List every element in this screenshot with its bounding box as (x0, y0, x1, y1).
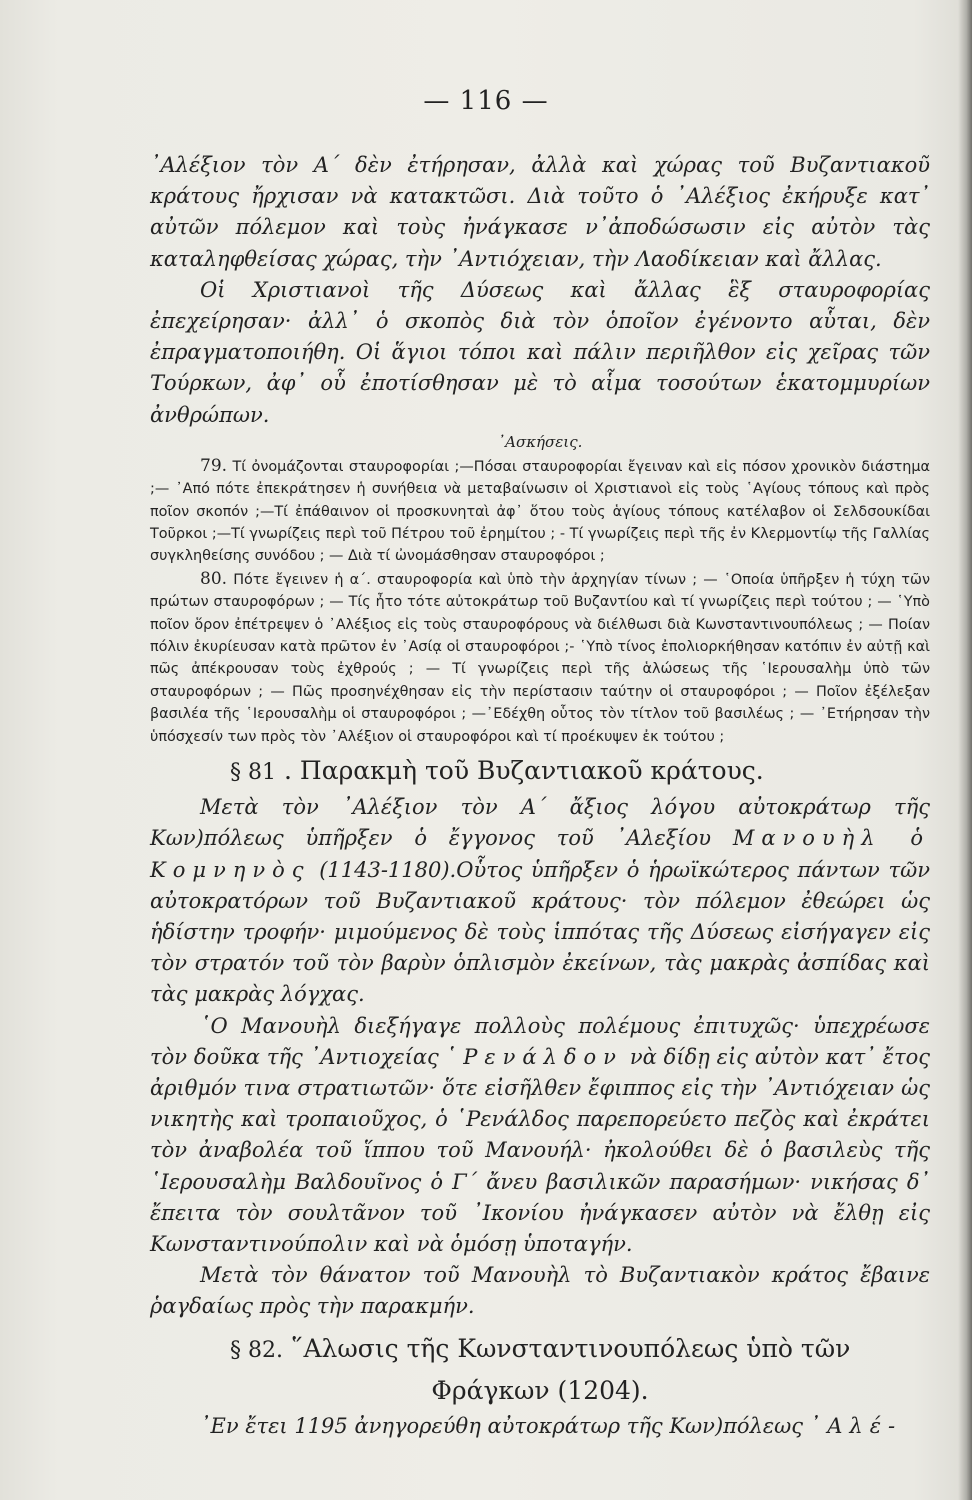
paragraph-crusades-outcome: Οἱ Χριστιανοὶ τῆς Δύσεως καὶ ἄλλας ἓξ σταυροφορίας ἐπεχείρησαν· ἀλλ᾽ ὁ σκοπὸς διὰ τὸν ὁποῖον ἐγένοντο αὗται, δὲν ἐπραγματοποιήθη. Οἱ ἅγιοι τόποι καὶ πάλιν περιῆλθον εἰς χεῖρας τῶν Τούρκων, ἀφ᾽ οὗ ἐποτίσθησαν μὲ τὸ αἷμα τοσούτων ἑκατομμυρίων ἀνθρώπων. (150, 277, 930, 427)
section-82-title-line-1: ῞Αλωσις τῆς Κωνσταντινουπόλεως ὑπὸ τῶν (290, 1333, 851, 1363)
section-81-heading (150, 752, 930, 792)
section-81-text-d: ῾Ο Μανουὴλ διεξήγαγε πολλοὺς πολέμους ἐπιτυχῶς· ὑπεχρέωσε τὸν δοῦκα τῆς ᾽Αντιοχείας (150, 1013, 930, 1069)
renaldos-name: ῾Ρενάλδον (445, 1044, 623, 1069)
exercise-79 (150, 455, 930, 568)
exercise-80-text: Πότε ἔγεινεν ἡ α΄. σταυροφορία καὶ ὑπὸ τὴν ἀρχηγίαν τίνων ; — ῾Οποία ὑπῆρξεν ἡ τύχη τῶν πρώτων σταυροφόρων ; — Τίς ἦτο τότε αὐτοκράτωρ τοῦ Βυζαντίου καὶ τί γνωρίζεις περὶ τούτου ; — ῾Υπὸ ποῖον ὅρον ἐπέτρεψεν ὁ ᾽Αλέξιος εἰς τοὺς σταυροφόρους νὰ διέλθωσι διὰ Κωνσταντινουπόλεως ; — Ποίαν πόλιν ἐκυρίευσαν κατὰ πρῶτον ἐν ᾽Ασίᾳ οἱ σταυροφόροι ;- ῾Υπὸ τίνος ἐπολιορκήθησαν κατόπιν ἐν αὐτῇ καὶ πῶς ἀπέκρουσαν τοὺς ἐχθρούς ; — Τί γνωρίζεις περὶ τῆς ἁλώσεως τῆς ῾Ιερουσαλὴμ ὑπὸ τῶν σταυροφόρων ; — Πῶς προσηνέχθησαν εἰς τὴν περίστασιν ταύτην οἱ σταυροφόροι ; — Ποῖον ἐξέλεξαν βασιλέα τῆς ῾Ιερουσαλὴμ οἱ σταυροφόροι ; —᾽Εδέχθη οὗτος τὸν τίτλον τοῦ βασιλέως ; — ᾽Ετήρησαν τὴν ὑπόσχεσίν των πρὸς τὸν ᾽Αλέξιον οἱ σταυροφόροι καὶ τί προέκυψεν ἐκ τούτου ; (150, 571, 930, 745)
section-81-text-c: Οὗτος ὑπῆρξεν ὁ ἡρωϊκώτερος πάντων τῶν αὐτοκρατόρων τοῦ Βυζαντιακοῦ κράτους· τὸν πόλεμον ἐθεώρει ὡς ἡδίστην τροφήν· μιμούμενος δὲ τοὺς ἱππότας τῆς Δύσεως εἰσήγαγεν εἰς τὸν στρατόν τοῦ τὸν βαρὺν ὁπλισμὸν ἐκείνων, τὰς μακρὰς ἀσπίδας καὶ τὰς μακρὰς λόγχας. (150, 857, 930, 1007)
manuel-komnenos-name: Μανουὴλ ὁ Κομνηνὸς (150, 826, 930, 882)
section-81-title: . Παρακμὴ τοῦ Βυζαντιακοῦ κράτους. (284, 756, 764, 786)
page-content (150, 150, 930, 1442)
exercise-79-number: 79. (200, 455, 228, 476)
section-82-name: ᾽Αλέ- (809, 1413, 903, 1438)
section-82-text-a: ᾽Εν ἔτει 1195 ἀνηγορεύθη αὐτοκράτωρ τῆς Κων)πόλεως (200, 1413, 804, 1438)
section-81-mark: § 81 (230, 760, 276, 786)
exercise-80 (150, 568, 930, 748)
exercise-80-number: 80. (200, 568, 228, 589)
exercise-79-text: Τί ὀνομάζονται σταυροφορίαι ;—Πόσαι σταυροφορίαι ἔγειναν καὶ εἰς πόσον χρονικὸν διάστημα ;— ᾽Από πότε ἐπεκράτησεν ἡ συνήθεια νὰ μεταβαίνωσιν οἱ Χριστιανοὶ εἰς τοὺς ῾Αγίους τόπους καὶ πρὸς ποῖον σκοπόν ;—Τί ἐπάθαινον οἱ προσκυνηταὶ ἀφ᾽ ὅτου τοὺς ἁγίους τόπους κατέλαβον οἱ Σελδσουκίδαι Τοῦρκοι ;—Τί γνωρίζεις περὶ τοῦ Πέτρου τοῦ ἐρημίτου ; - Τί γνωρίζεις περὶ τῆς ἐν Κλερμοντίῳ τῆς Γαλλίας συγκληθείσης συνόδου ; — Διὰ τί ὠνομάσθησαν σταυροφόροι ; (150, 458, 931, 565)
paragraph-alexios: ᾽Αλέξιον τὸν Α΄ δὲν ἐτήρησαν, ἀλλὰ καὶ χώρας τοῦ Βυζαντιακοῦ κράτους ἤρχισαν νὰ κατακτῶσι. Διὰ τοῦτο ὁ ᾽Αλέξιος ἐκήρυξε κατ᾽ αὐτῶν πόλεμον καὶ τοὺς ἠνάγκασε ν᾽ἀποδώσωσιν εἰς αὐτὸν τὰς καταληφθείσας χώρας, τὴν ᾽Αντιόχειαν, τὴν Λαοδίκειαν καὶ ἄλλας. (150, 153, 930, 271)
section-81-paragraph-2 (150, 1011, 930, 1261)
section-81-paragraph-1 (150, 792, 930, 1010)
section-82-heading (150, 1329, 930, 1411)
section-81-paragraph-3: Μετὰ τὸν θάνατον τοῦ Μανουὴλ τὸ Βυζαντιακὸν κράτος ἔβαινε ῥαγδαίως πρὸς τὴν παρακμήν. (150, 1263, 930, 1319)
page-edge-shadow (958, 0, 972, 1500)
exercises-heading: ᾽Ασκήσεις. (497, 432, 583, 451)
section-82-mark: § 82. (230, 1337, 283, 1363)
manuel-reign-years: (1143-1180). (319, 857, 457, 882)
page-number: — 116 — (423, 86, 549, 116)
section-82-paragraph-1 (150, 1411, 930, 1442)
section-81-text-a: Μετὰ τὸν ᾽Αλέξιον τὸν Α΄ ἄξιος λόγου αὐτοκράτωρ τῆς Κων)πόλεως ὑπῆρξεν ὁ ἔγγονος τοῦ ᾽Αλεξίου (150, 795, 930, 851)
section-81-text-e: νὰ δίδῃ εἰς αὐτὸν κατ᾽ ἔτος ἀριθμόν τινα στρατιωτῶν· ὅτε εἰσῆλθεν ἔφιππος εἰς τὴν ᾽Αντιόχειαν ὡς νικητὴς καὶ τροπαιοῦχος, ὁ ῾Ρενάλδος παρεπορεύετο πεζὸς καὶ ἐκράτει τὸν ἀναβολέα τοῦ ἵππου τοῦ Μανουήλ· ἠκολούθει δὲ ὁ βασιλεὺς τῆς ῾Ιερουσαλὴμ Βαλδουῖνος ὁ Γ΄ ἄνευ βασιλικῶν παρασήμων· νικήσας δ᾽ ἔπειτα τὸν σουλτᾶνον τοῦ ᾽Ικονίου ἠνάγκασεν αὐτὸν νὰ ἔλθῃ εἰς Κωνσταντινούπολιν καὶ νὰ ὁμόσῃ ὑποταγήν. (150, 1044, 930, 1256)
section-82-title-line-2: Φράγκων (1204). (431, 1375, 649, 1405)
